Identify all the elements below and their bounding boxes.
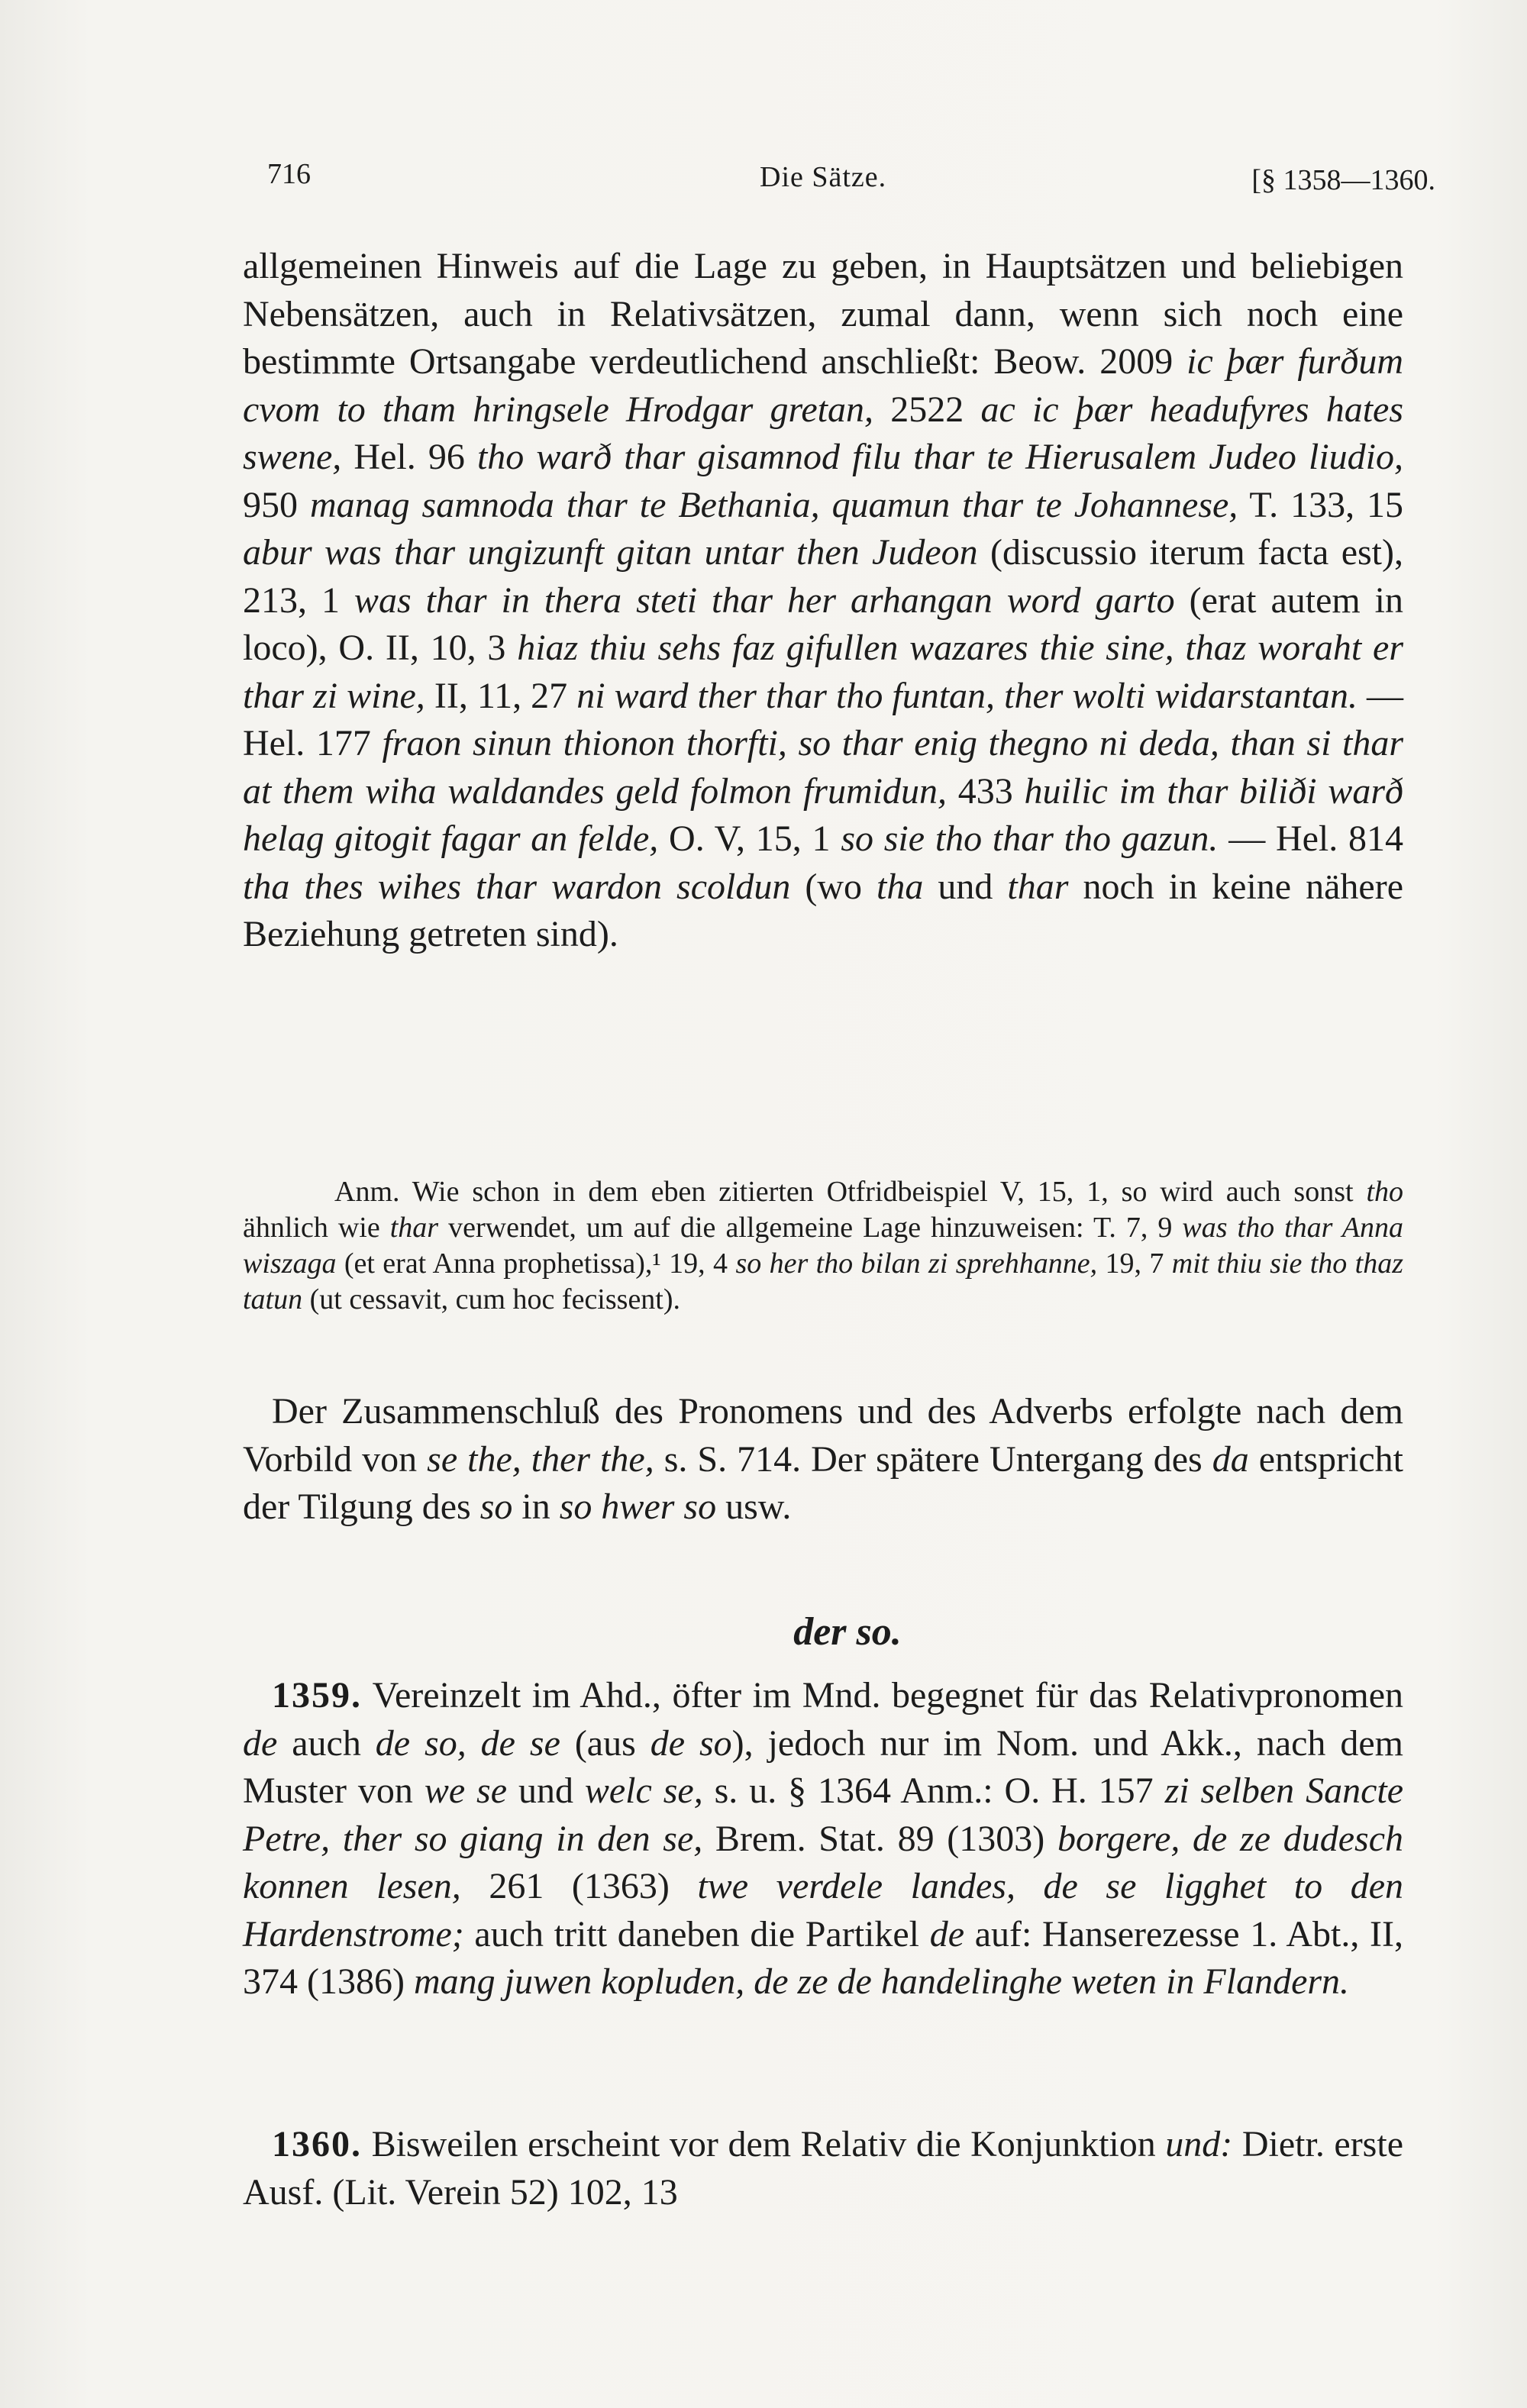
- section-heading: der so.: [793, 1610, 902, 1654]
- running-title: Die Sätze.: [760, 161, 887, 193]
- annotation-note: Anm. Wie schon in dem eben zitierten Otfridbeispiel V, 15, 1, so wird auch sonst tho ähnlich wie thar verwendet, um auf die allgemeine Lage hinzuweisen: T. 7, 9 was tho thar Anna wiszaga (et erat Anna prophetissa),¹ 19, 4 so her tho bilan zi sprehhanne, 19, 7 mit thiu sie tho thaz tatun (ut cessavit, cum hoc fecissent).: [243, 1176, 1404, 1315]
- paragraph-1359: 1359. Vereinzelt im Ahd., öfter im Mnd. begegnet für das Relativpronomen de auch de so, de se (aus de so), jedoch nur im Nom. und Akk., nach dem Muster von we se und welc se, s. u. § 1364 Anm.: O. H. 157 zi selben Sancte Petre, ther so giang in den se, Brem. Stat. 89 (1303) borgere, de ze dudesch konnen lesen, 261 (1363) twe verdele landes, de se ligghet to den Hardenstrome; auch tritt daneben die Partikel de auf: Hanserezesse 1. Abt., II, 374 (1386) mang juwen kopluden, de ze de handelinghe weten in Flandern.: [243, 1675, 1404, 2002]
- paragraph-1360: 1360. Bisweilen erscheint vor dem Relativ die Konjunktion und: Dietr. erste Ausf. (Lit. Verein 52) 102, 13: [243, 2124, 1403, 2213]
- paragraph-1358-continued: allgemeinen Hinweis auf die Lage zu geben, in Hauptsätzen und beliebigen Nebensätzen, auch in Relativsätzen, zumal dann, wenn sich noch eine bestimmte Ortsangabe verdeutlichend anschließt: Beow. 2009 ic þær furðum cvom to tham hringsele Hrodgar gretan, 2522 ac ic þær headufyres hates swene, Hel. 96 tho warð thar gisamnod filu thar te Hierusalem Judeo liudio, 950 manag samnoda thar te Bethania, quamun thar te Johannese, T. 133, 15 abur was thar ungizunft gitan untar then Judeon (discussio iterum facta est), 213, 1 was thar in thera steti thar her arhangan word garto (erat autem in loco), O. II, 10, 3 hiaz thiu sehs faz gifullen wazares thie sine, thaz woraht er thar zi wine, II, 11, 27 ni ward ther thar tho funtan, ther wolti widarstantan. — Hel. 177 fraon sinun thionon thorfti, so thar enig thegno ni deda, than si thar at them wiha waldandes geld folmon frumidun, 433 huilic im thar biliði warð helag gitogit fagar an felde, O. V, 15, 1 so sie tho thar tho gazun. — Hel. 814 tha thes wihes thar wardon scoldun (wo tha und thar noch in keine nähere Beziehung getreten sind).: [243, 246, 1404, 954]
- section-number: 1360.: [272, 2124, 362, 2164]
- page-number: 716: [267, 158, 311, 190]
- paragraph-zusammenschluss: Der Zusammenschluß des Pronomens und des Adverbs erfolgte nach dem Vorbild von se the, ther the, s. S. 714. Der spätere Untergang des da entspricht der Tilgung des so in so hwer so usw.: [243, 1391, 1404, 1527]
- section-number: 1359.: [272, 1675, 362, 1716]
- running-header: [267, 157, 1435, 203]
- section-range: [§ 1358—1360.: [1251, 164, 1435, 196]
